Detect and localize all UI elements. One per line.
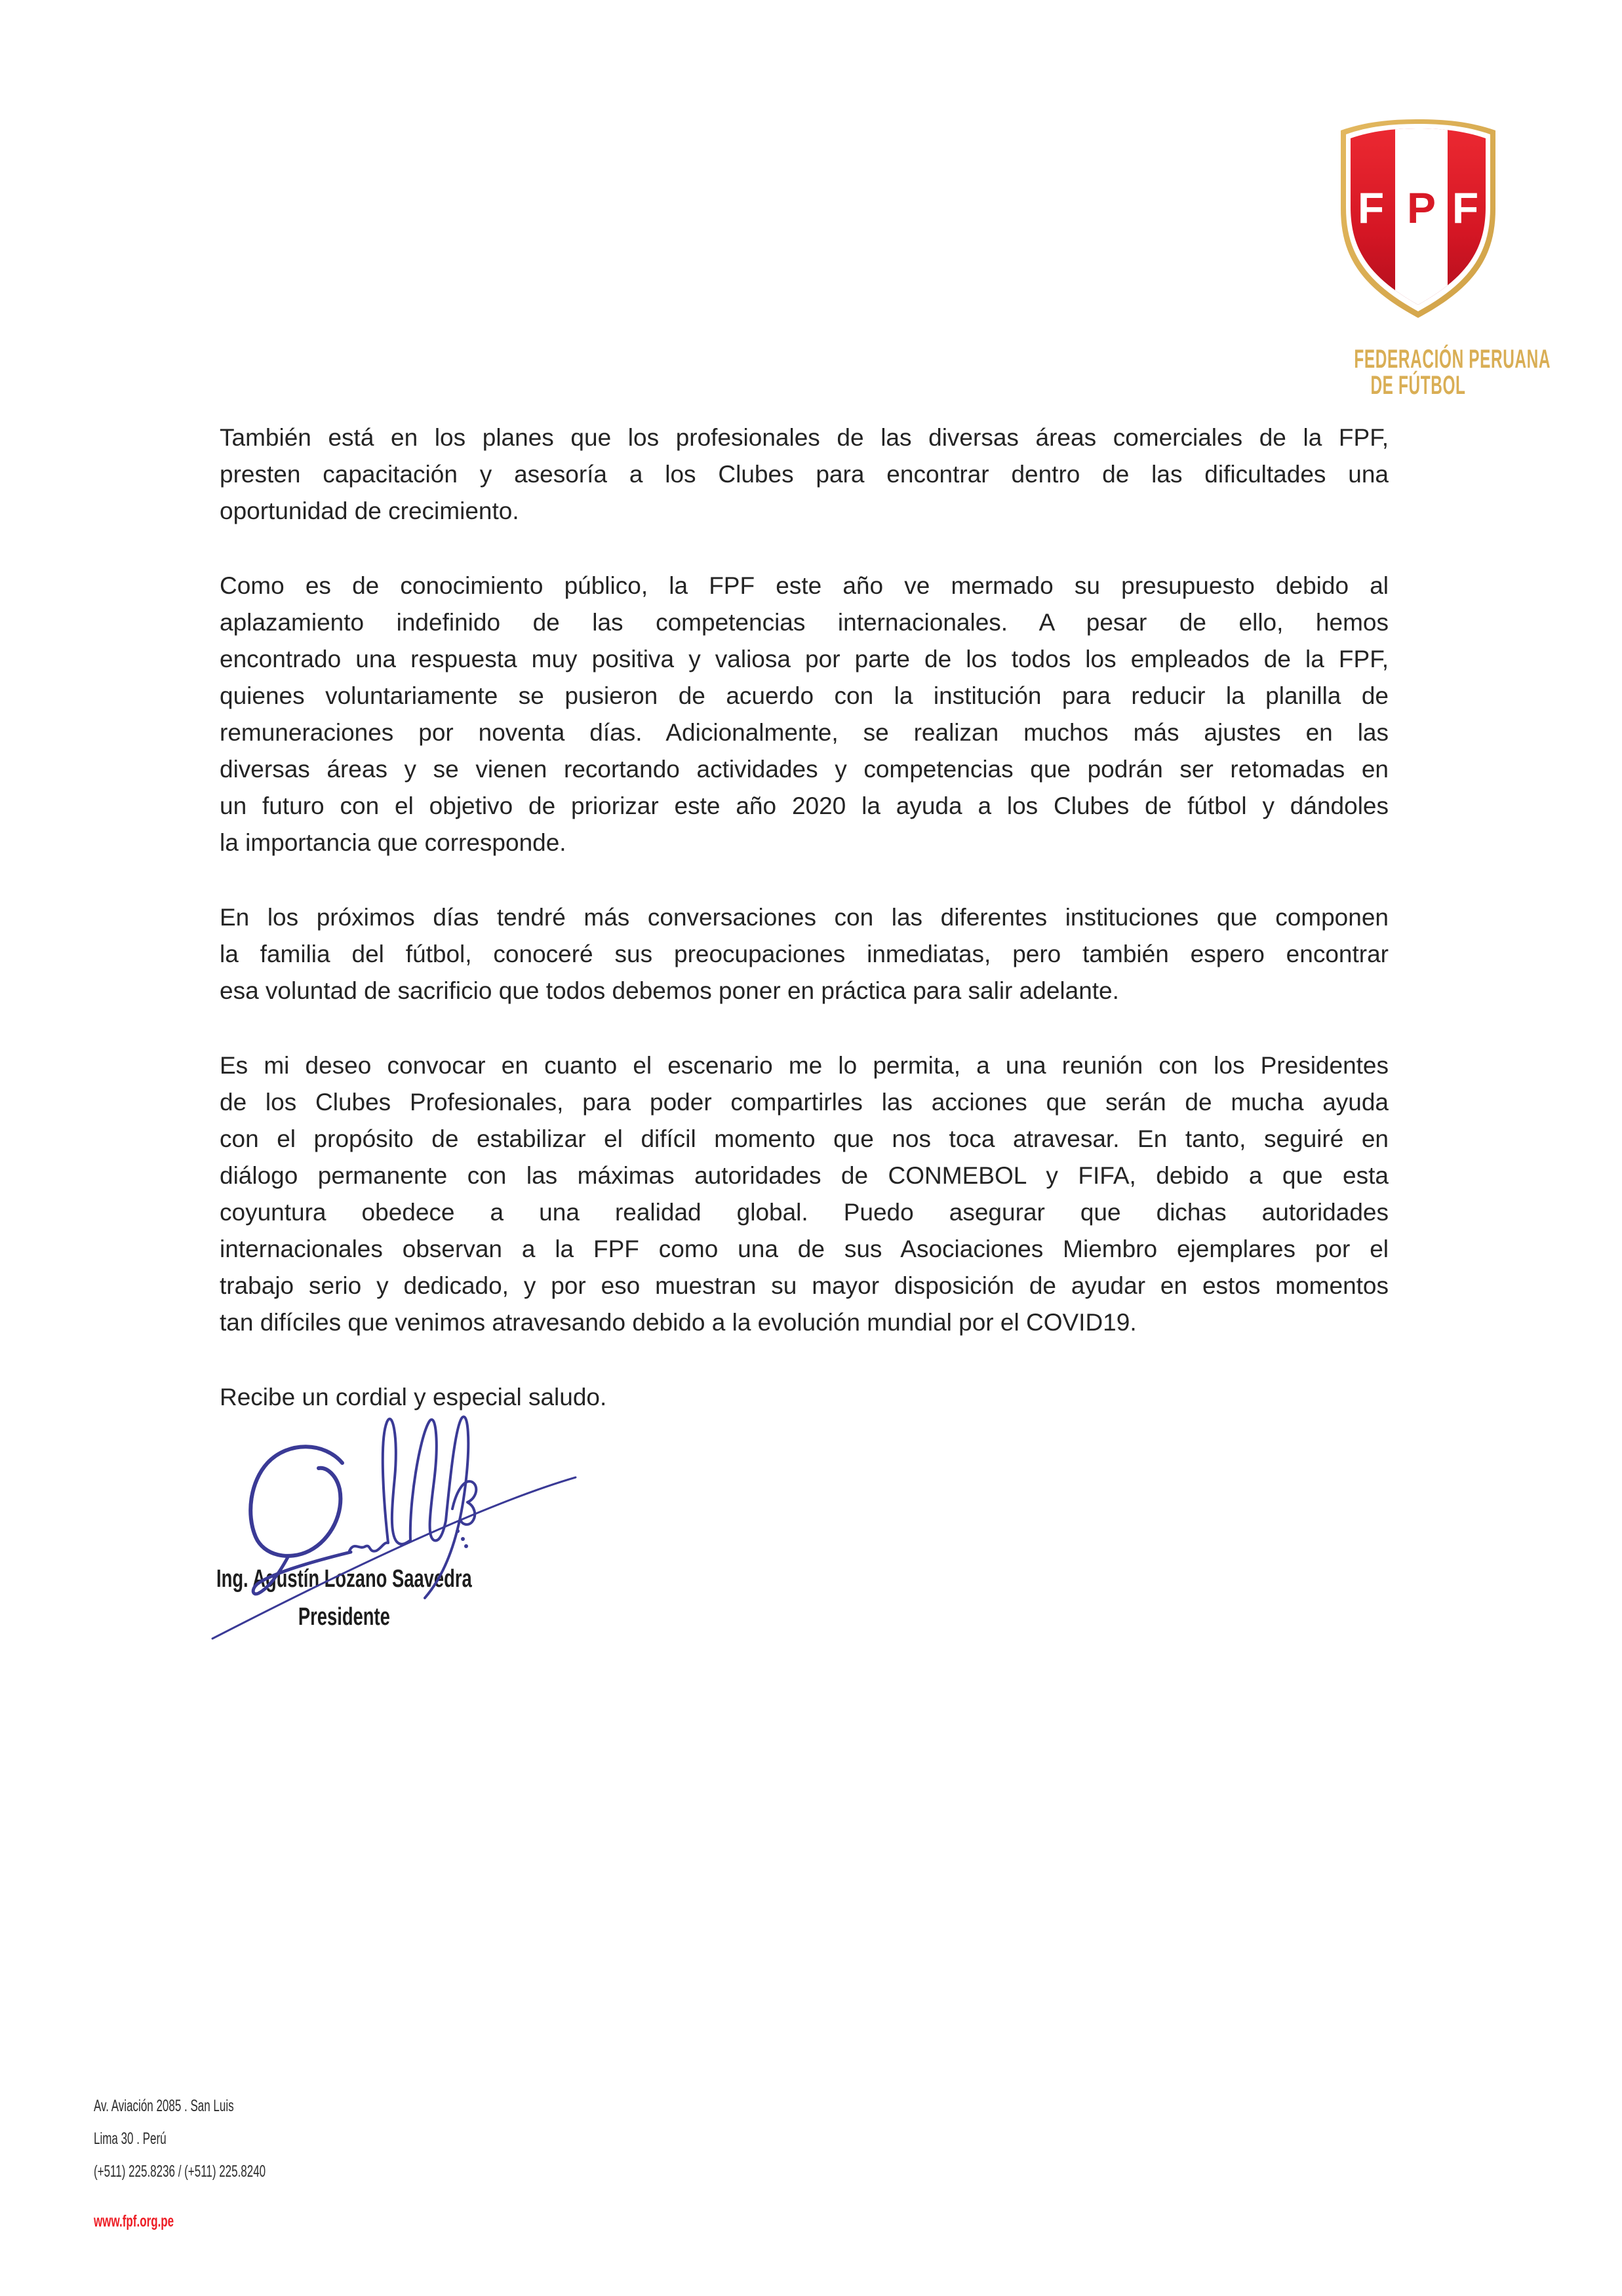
shield-letter-p: P [1406, 184, 1436, 232]
letter-body [220, 419, 1389, 1416]
signature-oval-loop [250, 1447, 342, 1556]
text-line: de los Clubes Profesionales, para poder compartirles las acciones que serán de mucha ayuda [220, 1089, 1389, 1116]
signer-name: Ing. Agustín Lozano Saavedra [216, 1565, 472, 1593]
shield-letter-f2: F [1452, 184, 1479, 232]
text-line: coyuntura obedece a una realidad global. Puedo asegurar que dichas autoridades [220, 1199, 1389, 1226]
text-line: En los próximos días tendré más conversaciones con las diferentes instituciones que componen [220, 904, 1389, 931]
paragraph [220, 568, 1389, 861]
text-line: la familia del fútbol, conoceré sus preocupaciones inmediatas, pero también espero encontrar [220, 941, 1389, 967]
footer-phones: (+511) 225.8236 / (+511) 225.8240 [94, 2162, 266, 2181]
footer-website: www.fpf.org.pe [94, 2212, 174, 2230]
text-line: También está en los planes que los profesionales de las diversas áreas comerciales de la FPF, [220, 424, 1389, 451]
text-line: con el propósito de estabilizar el difícil momento que nos toca atravesar. En tanto, seguiré en [220, 1125, 1389, 1152]
signature-script-stroke [349, 1417, 468, 1598]
paragraph [220, 1047, 1389, 1341]
text-line: Como es de conocimiento público, la FPF este año ve mermado su presupuesto debido al [220, 572, 1389, 599]
text-line: diálogo permanente con las máximas autoridades de CONMEBOL y FIFA, debido a que esta [220, 1162, 1389, 1189]
text-line: remuneraciones por noventa días. Adicionalmente, se realizan muchos más ajustes en las [220, 719, 1389, 746]
text-line: presten capacitación y asesoría a los Clubes para encontrar dentro de las dificultades una [220, 461, 1389, 488]
text-line: aplazamiento indefinido de las competencias internacionales. A pesar de ello, hemos [220, 609, 1389, 636]
footer-address-line1: Av. Aviación 2085 . San Luis [94, 2097, 234, 2115]
text-line: tan difíciles que venimos atravesando debido a la evolución mundial por el COVID19. [220, 1309, 1137, 1336]
logo-caption-line1: FEDERACIÓN PERUANA [1354, 345, 1551, 374]
text-line: esa voluntad de sacrificio que todos debemos poner en práctica para salir adelante. [220, 977, 1119, 1004]
footer [94, 2090, 266, 2238]
fpf-shield-logo [1333, 116, 1503, 326]
signer-title: Presidente [298, 1603, 390, 1631]
signature-diagonal-stroke [212, 1477, 576, 1639]
text-line: oportunidad de crecimiento. [220, 497, 519, 524]
paragraph [220, 899, 1389, 1009]
text-line: encontrado una respuesta muy positiva y valiosa por parte de los todos los empleados de la FPF, [220, 646, 1389, 672]
signature-tail-stroke [253, 1552, 351, 1594]
text-line: diversas áreas y se vienen recortando actividades y competencias que podrán ser retomadas en [220, 756, 1389, 783]
text-line: un futuro con el objetivo de priorizar este año 2020 la ayuda a los Clubes de fútbol y dándoles [220, 792, 1389, 819]
text-line: quienes voluntariamente se pusieron de acuerdo con la institución para reducir la planilla de [220, 682, 1389, 709]
paragraph [220, 419, 1389, 530]
logo-caption [1354, 345, 1551, 400]
signature-ink [190, 1403, 610, 1704]
text-line: Es mi deseo convocar en cuanto el escenario me lo permita, a una reunión con los Presidentes [220, 1052, 1389, 1079]
signature-ink-dots [456, 1529, 468, 1548]
shield-letter-f1: F [1357, 184, 1385, 232]
text-line: trabajo serio y dedicado, y por eso muestran su mayor disposición de ayudar en estos momentos [220, 1272, 1389, 1299]
text-line: internacionales observan a la FPF como una de sus Asociaciones Miembro ejemplares por el [220, 1236, 1389, 1262]
text-line: Recibe un cordial y especial saludo. [220, 1384, 607, 1411]
footer-address-line2: Lima 30 . Perú [94, 2130, 167, 2148]
text-line: la importancia que corresponde. [220, 829, 566, 856]
logo-caption-line2: DE FÚTBOL [1370, 371, 1466, 400]
